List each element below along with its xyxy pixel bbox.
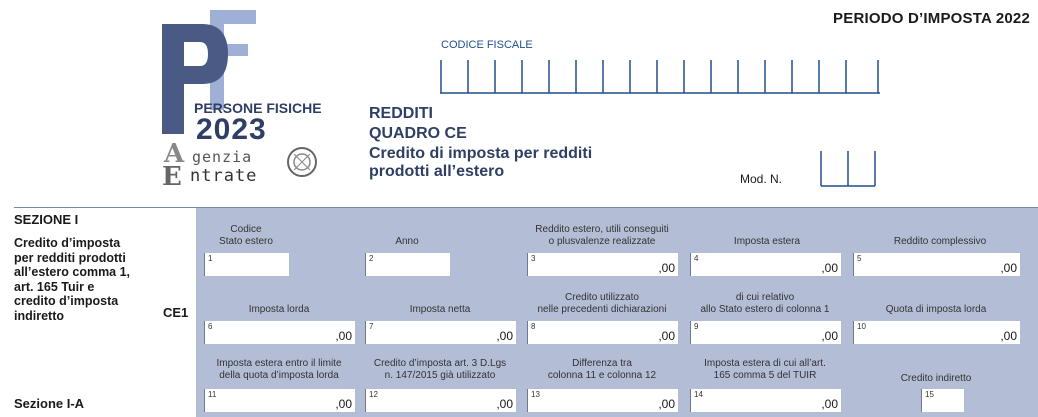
section-desc-line: all’estero comma 1, [14,265,131,279]
input-field-7[interactable]: 7 ,00 [365,321,516,344]
codice-fiscale-label: CODICE FISCALE [441,39,533,51]
field-label-1: Codice Stato estero [219,224,273,247]
field-label-9: di cui relativo allo Stato estero di colonna 1 [700,292,830,315]
agenzia-word: genzia [192,148,253,166]
section-desc-line: indiretto [14,308,64,323]
section-desc-line: art. 165 Tuir e [14,279,95,294]
agenzia-initial-e: E [162,162,182,188]
input-field-15[interactable]: 15 [921,389,964,412]
persone-fisiche-label: PERSONE FISICHE [194,100,322,116]
model-year: 2023 [196,113,267,146]
mod-n-label: Mod. N. [740,172,783,186]
title-quadro: QUADRO CE [369,125,467,142]
period-title: PERIODO D’IMPOSTA 2022 [833,10,1030,27]
section-desc-line: per redditi prodotti [14,250,126,265]
section-title: SEZIONE I [14,212,79,227]
input-field-3[interactable]: 3 ,00 [527,253,678,276]
field-label-4: Imposta estera [733,236,801,247]
field-label-8: Credito utilizzato nelle precedenti dichiarazioni [537,292,667,315]
input-field-2[interactable]: 2 [365,253,450,276]
input-field-10[interactable]: 10 ,00 [853,321,1020,344]
input-field-9[interactable]: 9 ,00 [690,321,841,344]
field-label-15: Credito indiretto [900,373,972,384]
section-description [14,236,152,323]
input-field-1[interactable]: 1 [204,253,289,276]
field-label-13: Differenza tra colonna 11 e colonna 12 [547,358,657,381]
field-label-12: Credito d’imposta art. 3 D.Lgs n. 147/2015 già utilizzato [373,358,507,381]
field-label-5: Reddito complessivo [893,236,987,247]
input-field-11[interactable]: 11 ,00 [204,389,355,412]
section-desc-line: Credito d’imposta [14,236,121,250]
field-label-11: Imposta estera entro il limite della quota d’imposta lorda [216,358,342,381]
pf-logo-text: PF [174,50,176,51]
input-field-4[interactable]: 4 ,00 [690,253,841,276]
field-label-7: Imposta netta [409,304,471,315]
agenzia-initial-a: A [164,142,185,169]
field-label-6: Imposta lorda [248,304,310,315]
form-title [369,104,592,182]
input-field-6[interactable]: 6 ,00 [204,321,355,344]
section-desc-line: credito d’imposta [14,294,119,308]
field-label-10: Quota di imposta lorda [885,304,987,315]
input-field-5[interactable]: 5 ,00 [853,253,1020,276]
input-field-14[interactable]: 14 ,00 [690,389,841,412]
field-label-2: Anno [395,236,419,247]
row-code-ce1: CE1 [163,305,189,320]
mod-n-input[interactable] [820,151,876,187]
title-redditi: REDDITI [369,105,433,122]
entrate-word: ntrate [190,166,258,186]
input-field-12[interactable]: 12 ,00 [365,389,516,412]
input-field-13[interactable]: 13 ,00 [527,389,678,412]
field-label-3: Reddito estero, utili conseguiti o plusvalenze realizzate [535,224,669,247]
input-field-8[interactable]: 8 ,00 [527,321,678,344]
title-desc-1: Credito di imposta per redditi [369,145,593,162]
field-label-14: Imposta estera di cui all’art. 165 comma 5 del TUIR [704,358,826,381]
next-section-title: Sezione I-A [14,396,85,411]
codice-fiscale-input[interactable] [440,60,880,94]
title-desc-2: prodotti all’estero [369,163,505,180]
